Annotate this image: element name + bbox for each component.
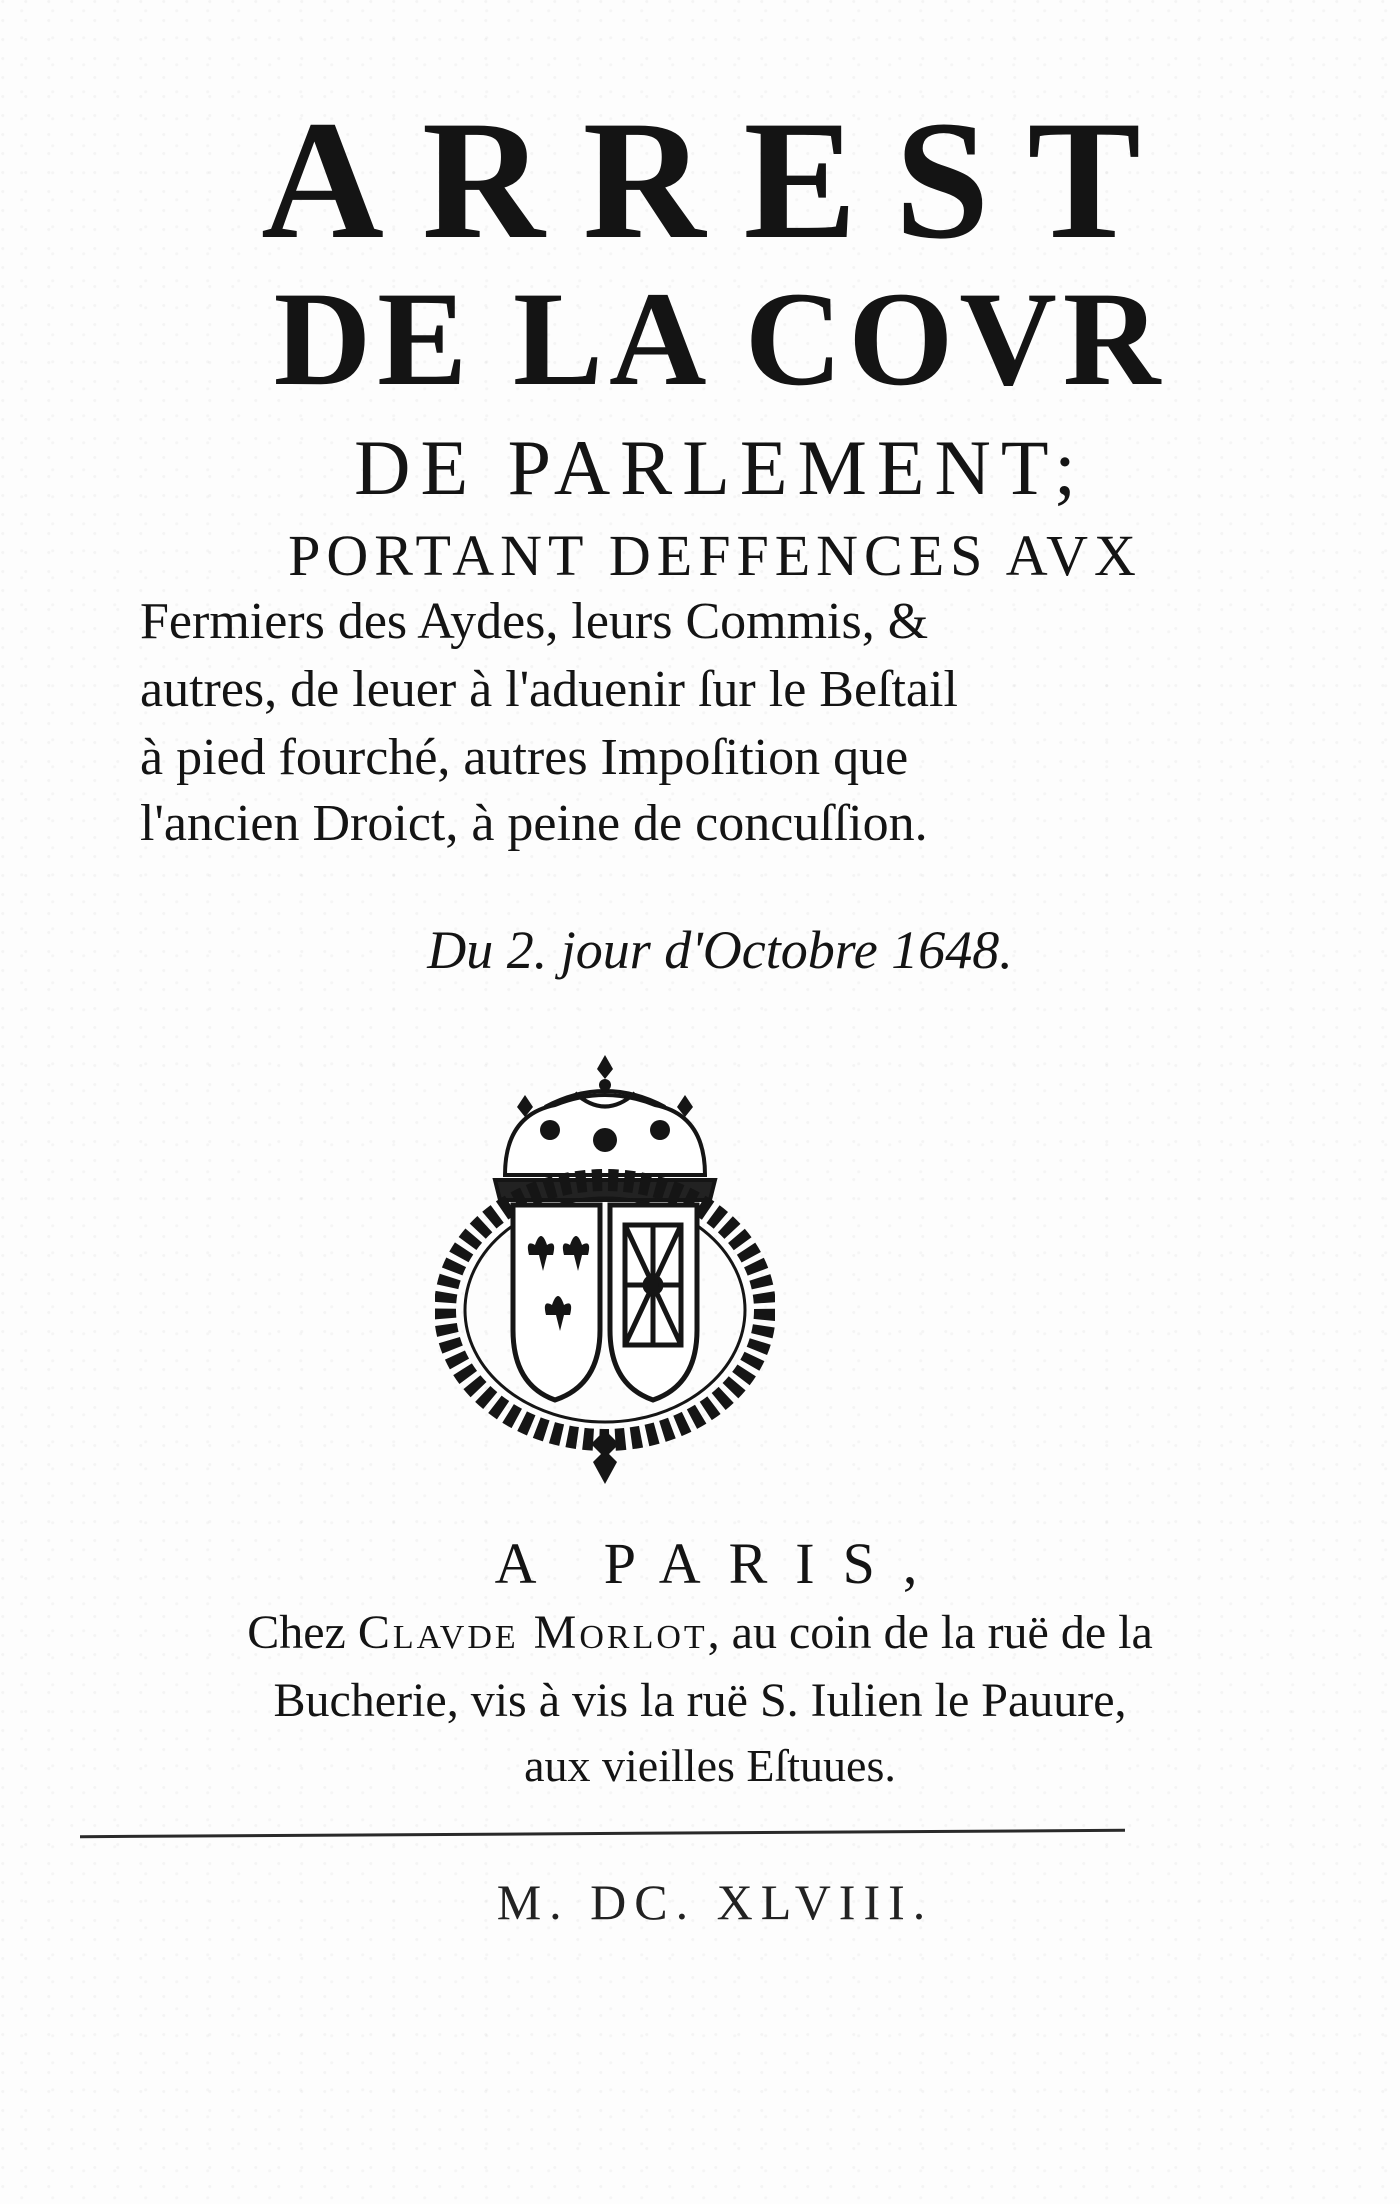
horizontal-rule (80, 1829, 1125, 1838)
title-de-la-cour: DE LA COVR (273, 265, 1167, 414)
subtitle-line-3: à pied fourché, autres Impoſition que (140, 729, 909, 786)
publication-year: M. DC. XLVIII. (496, 1874, 934, 1930)
royal-arms-emblem-icon (435, 1055, 775, 1485)
title-de-parlement: DE PARLEMENT; (354, 424, 1086, 511)
subtitle-line-4: l'ancien Droict, à peine de concuſſion. (140, 795, 928, 852)
subtitle-caps-line: PORTANT DEFFENCES AVX (288, 523, 1142, 588)
subtitle-line-1: Fermiers des Aydes, leurs Commis, & (140, 593, 929, 650)
imprint-printer-line (0, 1602, 1400, 1664)
title-arrest: ARREST (261, 86, 1179, 274)
imprint-printer-name: Clavde Morlot (357, 1606, 708, 1659)
imprint-printer-address: , au coin de la ruë de la (707, 1606, 1153, 1659)
imprint-printer-prefix: Chez (247, 1606, 346, 1659)
subtitle-line-2: autres, de leuer à l'aduenir ſur le Beſtail (140, 661, 958, 718)
imprint-sign-line: aux vieilles Eſtuues. (524, 1740, 896, 1791)
decree-date: Du 2. jour d'Octobre 1648. (427, 920, 1013, 980)
imprint-address-line: Bucherie, vis à vis la ruë S. Iulien le Pauure, (273, 1674, 1127, 1727)
imprint-city: A PARIS, (494, 1531, 946, 1596)
